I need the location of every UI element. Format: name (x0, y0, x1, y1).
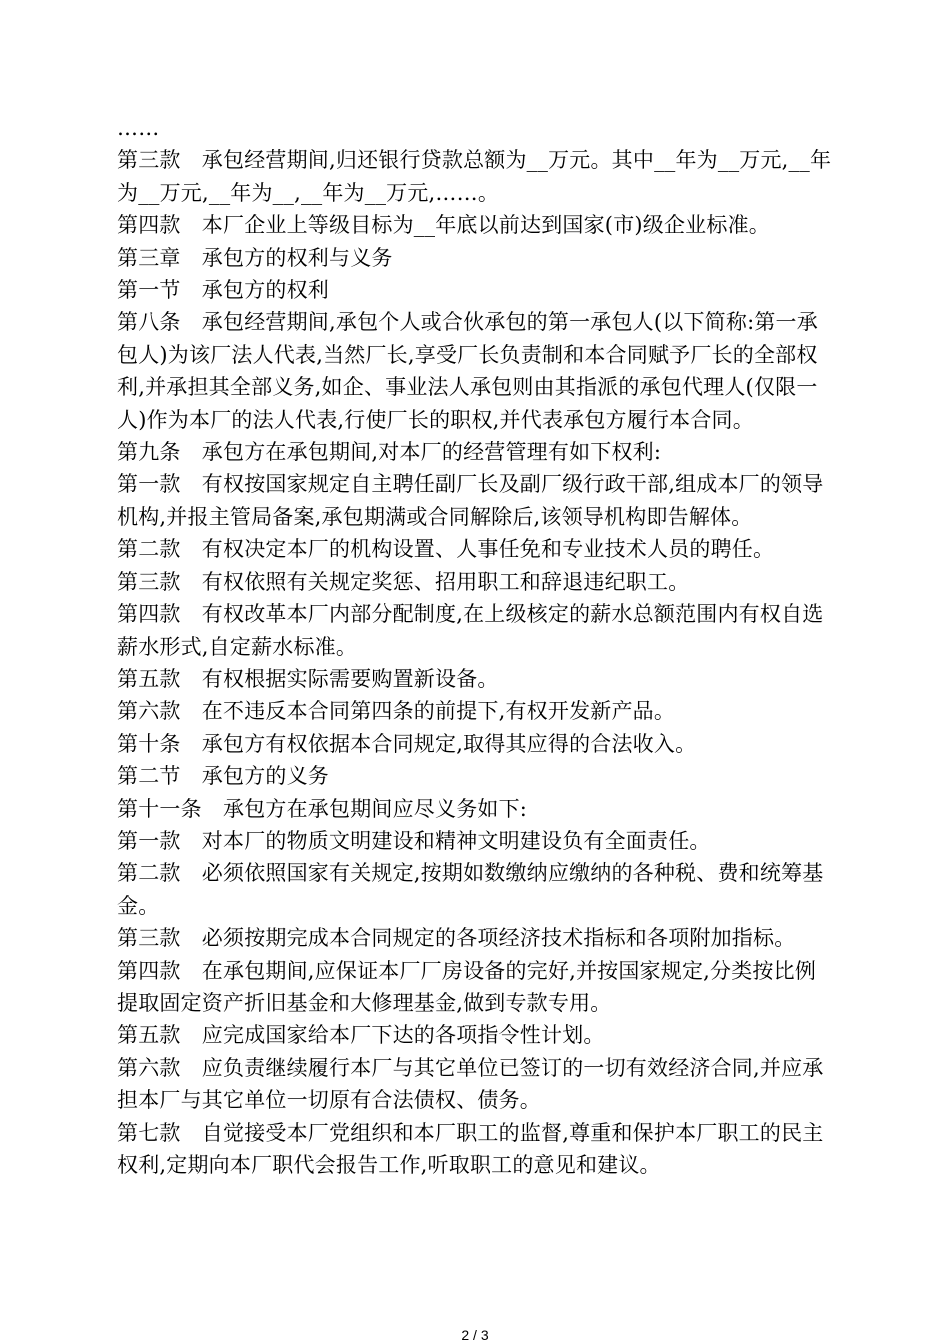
paragraph-clause-3-loan-repayment: 第三款 承包经营期间,归还银行贷款总额为__万元。其中__年为__万元,__年为__万元,__年为__,__年为__万元,……。 (117, 148, 832, 205)
page-number: 2 / 3 (461, 1327, 489, 1343)
paragraph-article-11-clause-4: 第四款 在承包期间,应保证本厂厂房设备的完好,并按国家规定,分类按比例提取固定资产折旧基金和大修理基金,做到专款专用。 (117, 958, 817, 1015)
paragraph-article-11-clause-6: 第六款 应负责继续履行本厂与其它单位已签订的一切有效经济合同,并应承担本厂与其它单位一切原有合法债权、债务。 (117, 1055, 824, 1113)
paragraph-article-9-clause-4: 第四款 有权改革本厂内部分配制度,在上级核定的薪水总额范围内有权自选薪水形式,自定薪水标准。 (117, 602, 824, 659)
paragraph-article-9-clause-2: 第二款 有权决定本厂的机构设置、人事任免和专业技术人员的聘任。 (117, 537, 775, 562)
paragraph-article-8: 第八条 承包经营期间,承包个人或合伙承包的第一承包人(以下简称:第一承包人)为该厂法人代表,当然厂长,享受厂长负责制和本合同赋予厂长的全部权利,并承担其全部义务,如企、事业法人承包则由其指派的承包代理人(仅限一人)作为本厂的法人代表,行使厂长的职权,并代表承包方履行本合同。 (117, 310, 818, 432)
chapter-3-heading: 第三章 承包方的权利与义务 (117, 245, 393, 270)
paragraph-article-10: 第十条 承包方有权依据本合同规定,取得其应得的合法收入。 (117, 731, 697, 756)
section-1-heading: 第一节 承包方的权利 (117, 278, 329, 303)
paragraph-article-11-clause-1: 第一款 对本厂的物质文明建设和精神文明建设负有全面责任。 (117, 828, 711, 853)
paragraph-clause-4-grade-target: 第四款 本厂企业上等级目标为__年底以前达到国家(市)级企业标准。 (117, 213, 770, 238)
paragraph-article-9-clause-5: 第五款 有权根据实际需要购置新设备。 (117, 666, 499, 691)
paragraph-article-11-clause-2: 第二款 必须依照国家有关规定,按期如数缴纳应缴纳的各种税、费和统筹基金。 (117, 861, 824, 918)
paragraph-article-11: 第十一条 承包方在承包期间应尽义务如下: (117, 796, 528, 821)
section-2-heading: 第二节 承包方的义务 (117, 764, 329, 789)
paragraph-article-9-clause-1: 第一款 有权按国家规定自主聘任副厂长及副厂级行政干部,组成本厂的领导机构,并报主管局备案,承包期满或合同解除后,该领导机构即告解体。 (117, 472, 824, 529)
paragraph-article-9: 第九条 承包方在承包期间,对本厂的经营管理有如下权利: (117, 440, 662, 465)
paragraph-article-11-clause-5: 第五款 应完成国家给本厂下达的各项指令性计划。 (117, 1023, 605, 1048)
paragraph-article-9-clause-3: 第三款 有权依照有关规定奖惩、招用职工和辞退违纪职工。 (117, 569, 690, 594)
document-body (117, 112, 833, 1181)
paragraph-article-11-clause-3: 第三款 必须按期完成本合同规定的各项经济技术指标和各项附加指标。 (117, 926, 796, 951)
paragraph-article-9-clause-6: 第六款 在不违反本合同第四条的前提下,有权开发新产品。 (117, 699, 676, 724)
paragraph-ellipsis: …… (117, 116, 160, 140)
paragraph-article-11-clause-7: 第七款 自觉接受本厂党组织和本厂职工的监督,尊重和保护本厂职工的民主权利,定期向本厂职代会报告工作,听取职工的意见和建议。 (117, 1120, 824, 1177)
